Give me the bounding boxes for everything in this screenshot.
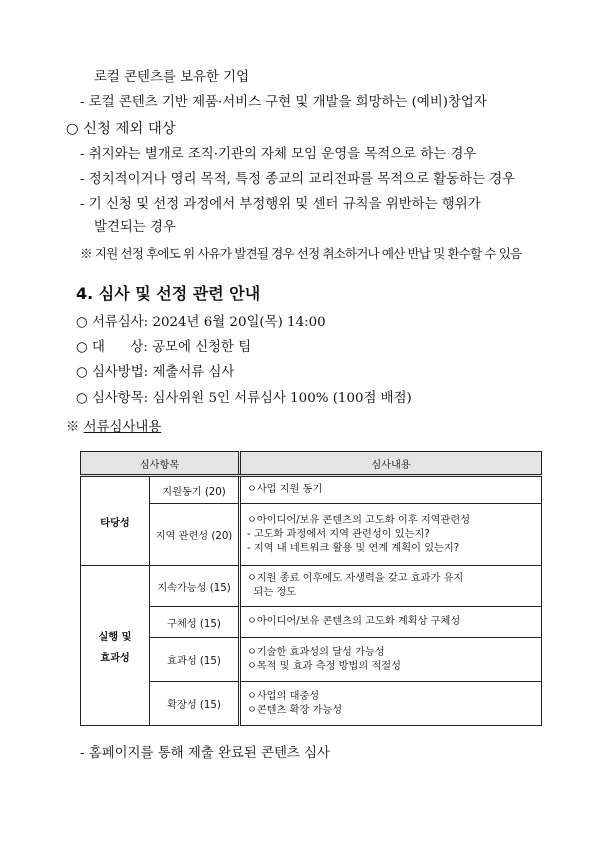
content-line: ㅇ사업의 대중성 — [247, 690, 320, 702]
note-title-text: 서류심사내용 — [83, 420, 162, 435]
category-validity: 타당성 — [81, 476, 150, 566]
content-line: ㅇ목적 및 효과 측정 방법의 적절성 — [247, 660, 401, 672]
item-sustainability: 지속가능성 (15) — [150, 566, 240, 607]
review-criteria-table — [80, 451, 542, 726]
category-line: 효과성 — [100, 652, 130, 664]
eligibility-line-1: 로컬 콘텐츠를 보유한 기업 — [94, 70, 250, 85]
exclusion-title: ○ 신청 제외 대상 — [66, 121, 176, 137]
content-motivation — [240, 476, 542, 504]
review-target: ○ 대 상: 공모에 신청한 팀 — [76, 340, 252, 355]
table-row — [81, 476, 542, 504]
exclusion-line-2: - 정치적이거나 영리 목적, 특정 종교의 교리전파를 목적으로 활동하는 경우 — [80, 172, 516, 187]
exclusion-line-3: - 기 신청 및 선정 과정에서 부정행위 및 센터 규칙을 위반하는 행위가 — [80, 197, 481, 212]
footer-note: - 홈페이지를 통해 제출 완료된 콘텐츠 심사 — [80, 746, 330, 761]
table-row — [81, 607, 542, 638]
table-row — [81, 504, 542, 566]
header-item: 심사항목 — [81, 452, 240, 476]
review-content-title — [66, 419, 161, 437]
content-regional-relevance — [240, 504, 542, 566]
content-line: ㅇ아이디어/보유 콘텐츠의 고도화 이후 지역관련성 — [247, 514, 471, 526]
item-motivation: 지원동기 (20) — [150, 476, 240, 504]
item-specificity: 구체성 (15) — [150, 607, 240, 638]
table-row — [81, 566, 542, 607]
cancellation-note: ※ 지원 선정 후에도 위 사유가 발견될 경우 선정 취소하거나 예산 반납 및 환수할 수 있음 — [80, 246, 522, 261]
item-scalability: 확장성 (15) — [150, 682, 240, 726]
content-scalability — [240, 682, 542, 726]
review-criteria: ○ 심사항목: 심사위원 5인 서류심사 100% (100점 배점) — [76, 391, 412, 406]
content-line: - 지역 내 네트워크 활용 및 연계 계획이 있는지? — [247, 542, 460, 554]
item-regional-relevance: 지역 관련성 (20) — [150, 504, 240, 566]
content-line: 되는 정도 — [247, 587, 297, 598]
exclusion-line-1: - 취지와는 별개로 조직·기관의 자체 모임 운영을 목적으로 하는 경우 — [80, 147, 477, 162]
content-specificity — [240, 607, 542, 638]
content-sustainability — [240, 566, 542, 607]
review-date: ○ 서류심사: 2024년 6월 20일(목) 14:00 — [76, 315, 326, 330]
section-heading: 4. 심사 및 선정 관련 안내 — [76, 284, 261, 303]
content-effectiveness — [240, 638, 542, 682]
table-row — [81, 682, 542, 726]
header-content: 심사내용 — [240, 452, 542, 476]
content-line: ㅇ콘텐츠 확장 가능성 — [247, 704, 343, 716]
exclusion-line-3-cont: 발견되는 경우 — [94, 220, 176, 235]
item-effectiveness: 효과성 (15) — [150, 638, 240, 682]
review-method: ○ 심사방법: 제출서류 심사 — [76, 365, 235, 380]
content-line: ㅇ사업 지원 동기 — [247, 484, 323, 495]
content-line: ㅇ지원 종료 이후에도 자생력을 갖고 효과가 유지 — [247, 573, 464, 584]
eligibility-line-2: - 로컬 콘텐츠 기반 제품·서비스 구현 및 개발을 희망하는 (예비)창업자 — [80, 95, 487, 110]
content-line: ㅇ아이디어/보유 콘텐츠의 고도화 계획상 구체성 — [247, 616, 461, 627]
content-line: ㅇ기술한 효과성의 달성 가능성 — [247, 646, 385, 658]
content-line: - 고도화 과정에서 지역 관련성이 있는지? — [247, 528, 430, 540]
note-mark: ※ — [66, 420, 80, 435]
table-row — [81, 638, 542, 682]
category-line: 실행 및 — [98, 631, 132, 643]
category-execution-effectiveness — [81, 566, 150, 726]
